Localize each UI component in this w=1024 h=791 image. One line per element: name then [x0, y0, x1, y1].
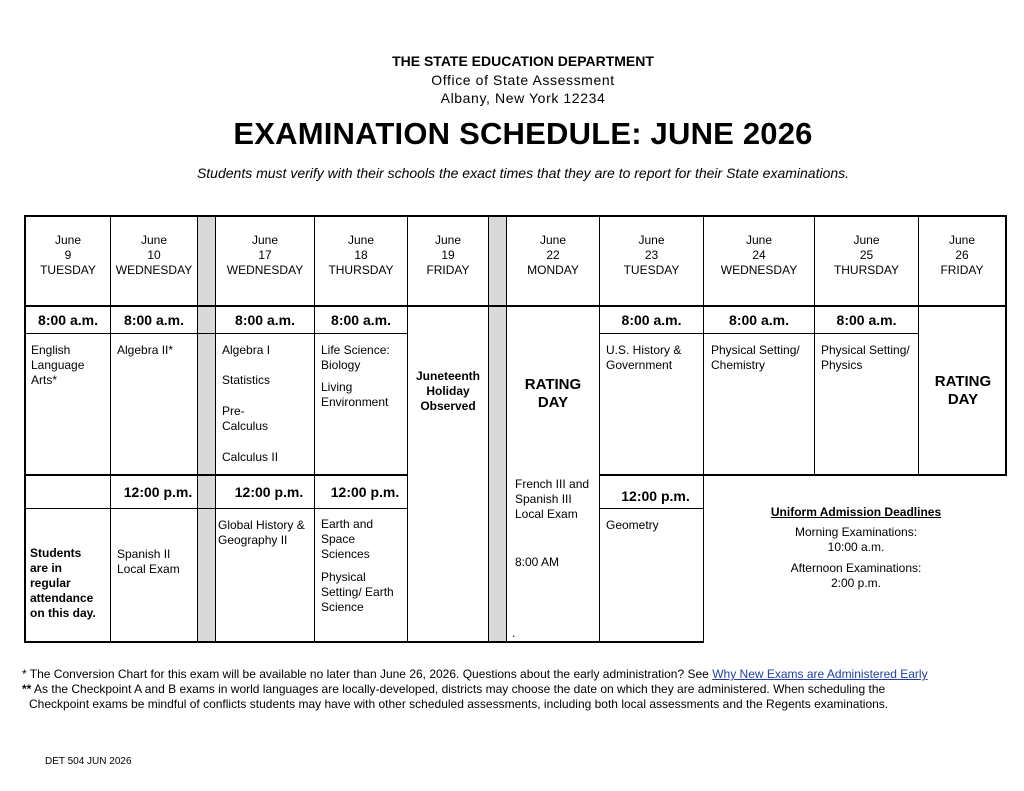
deadline-morning-time: 10:00 a.m.: [827, 540, 885, 554]
exam-global-history-geography-ii: Global History & Geography II: [218, 518, 305, 547]
afternoon-time-june-17: 12:00 p.m.: [234, 484, 304, 500]
day-header-june-18: June 18 THURSDAY: [328, 233, 394, 277]
morning-time-june-23: 8:00 a.m.: [621, 312, 682, 328]
exam-physical-setting-physics: Physical Setting/ Physics: [821, 343, 910, 372]
morning-time-june-25: 8:00 a.m.: [836, 312, 897, 328]
regular-attendance-note: Students are in regular attendance on this day.: [30, 546, 96, 620]
day-header-june-19: June 19 FRIDAY: [426, 233, 470, 277]
day-header-june-9: June 9 TUESDAY: [40, 233, 96, 277]
footnote-1: * The Conversion Chart for this exam will be available no later than June 26, 2026. Questions about the early administration? See Why New Exams are Administered Early: [22, 667, 928, 681]
day-header-june-10: June 10 WEDNESDAY: [115, 233, 193, 277]
exam-pre-calculus: Pre-Calculus: [222, 404, 269, 433]
june-22-dot: .: [512, 626, 516, 640]
page-title: EXAMINATION SCHEDULE: JUNE 2026: [233, 116, 813, 151]
exam-geometry: Geometry: [606, 518, 659, 532]
exam-spanish-ii-local: Spanish II Local Exam: [117, 547, 180, 576]
deadline-afternoon-label: Afternoon Examinations:: [790, 561, 922, 575]
exam-calculus-ii: Calculus II: [222, 450, 279, 464]
week-separator-2: [489, 216, 506, 642]
early-exams-link[interactable]: Why New Exams are Administered Early: [712, 667, 928, 681]
morning-time-june-9: 8:00 a.m.: [38, 312, 98, 328]
exam-statistics: Statistics: [222, 373, 271, 387]
rating-day-june-22: RATING DAY: [524, 376, 582, 411]
day-header-june-26: June 26 FRIDAY: [940, 233, 984, 277]
day-header-june-24: June 24 WEDNESDAY: [720, 233, 798, 277]
day-header-june-17: June 17 WEDNESDAY: [226, 233, 304, 277]
morning-time-june-17: 8:00 a.m.: [235, 312, 295, 328]
exam-earth-space-sciences: Earth and Space Sciences: [321, 517, 374, 561]
exam-physical-setting-chemistry: Physical Setting/ Chemistry: [711, 343, 800, 372]
rating-day-june-26: RATING DAY: [934, 373, 992, 408]
exam-english-language-arts: English Language Arts*: [31, 343, 85, 387]
french-spanish-iii-time: 8:00 AM: [515, 555, 560, 569]
deadline-morning-label: Morning Examinations:: [794, 525, 918, 539]
exam-algebra-ii: Algebra II*: [117, 343, 174, 357]
day-header-june-23: June 23 TUESDAY: [623, 233, 680, 277]
deadline-afternoon-time: 2:00 p.m.: [830, 576, 882, 590]
exam-french-spanish-iii-local: French III and Spanish III Local Exam: [515, 477, 590, 521]
footnote-2-continued: Checkpoint exams be mindful of conflicts students may have with other scheduled assessments, including both local assessments and the Regents examinations.: [29, 697, 889, 711]
morning-time-june-24: 8:00 a.m.: [729, 312, 789, 328]
form-code: DET 504 JUN 2026: [45, 756, 132, 767]
office-address: Albany, New York 12234: [440, 90, 606, 106]
exam-physical-setting-earth-science: Physical Setting/ Earth Science: [321, 570, 394, 614]
day-header-june-25: June 25 THURSDAY: [833, 233, 900, 277]
footnote-2: ** As the Checkpoint A and B exams in world languages are locally-developed, districts may choose the date on which they are administered. When scheduling the: [22, 682, 886, 696]
day-header-june-22: June 22 MONDAY: [527, 233, 579, 277]
afternoon-time-june-23: 12:00 p.m.: [621, 488, 690, 504]
morning-time-june-10: 8:00 a.m.: [124, 312, 184, 328]
afternoon-time-june-18: 12:00 p.m.: [330, 484, 400, 500]
page-subtitle: Students must verify with their schools the exact times that they are to report for their State examinations.: [196, 165, 850, 181]
admission-deadlines: [706, 505, 1006, 591]
office-name: Office of State Assessment: [431, 72, 615, 88]
exam-us-history-government: U.S. History & Government: [606, 343, 682, 372]
department-name: THE STATE EDUCATION DEPARTMENT: [392, 53, 654, 69]
afternoon-time-june-10: 12:00 p.m.: [123, 484, 193, 500]
deadlines-title: Uniform Admission Deadlines: [770, 505, 942, 519]
juneteenth-holiday: Juneteenth Holiday Observed: [415, 369, 480, 413]
exam-living-environment: Living Environment: [321, 380, 389, 409]
exam-algebra-i: Algebra I: [222, 343, 271, 357]
exam-life-science-biology: Life Science: Biology: [321, 343, 390, 372]
week-separator-1: [198, 216, 215, 642]
morning-time-june-18: 8:00 a.m.: [331, 312, 391, 328]
